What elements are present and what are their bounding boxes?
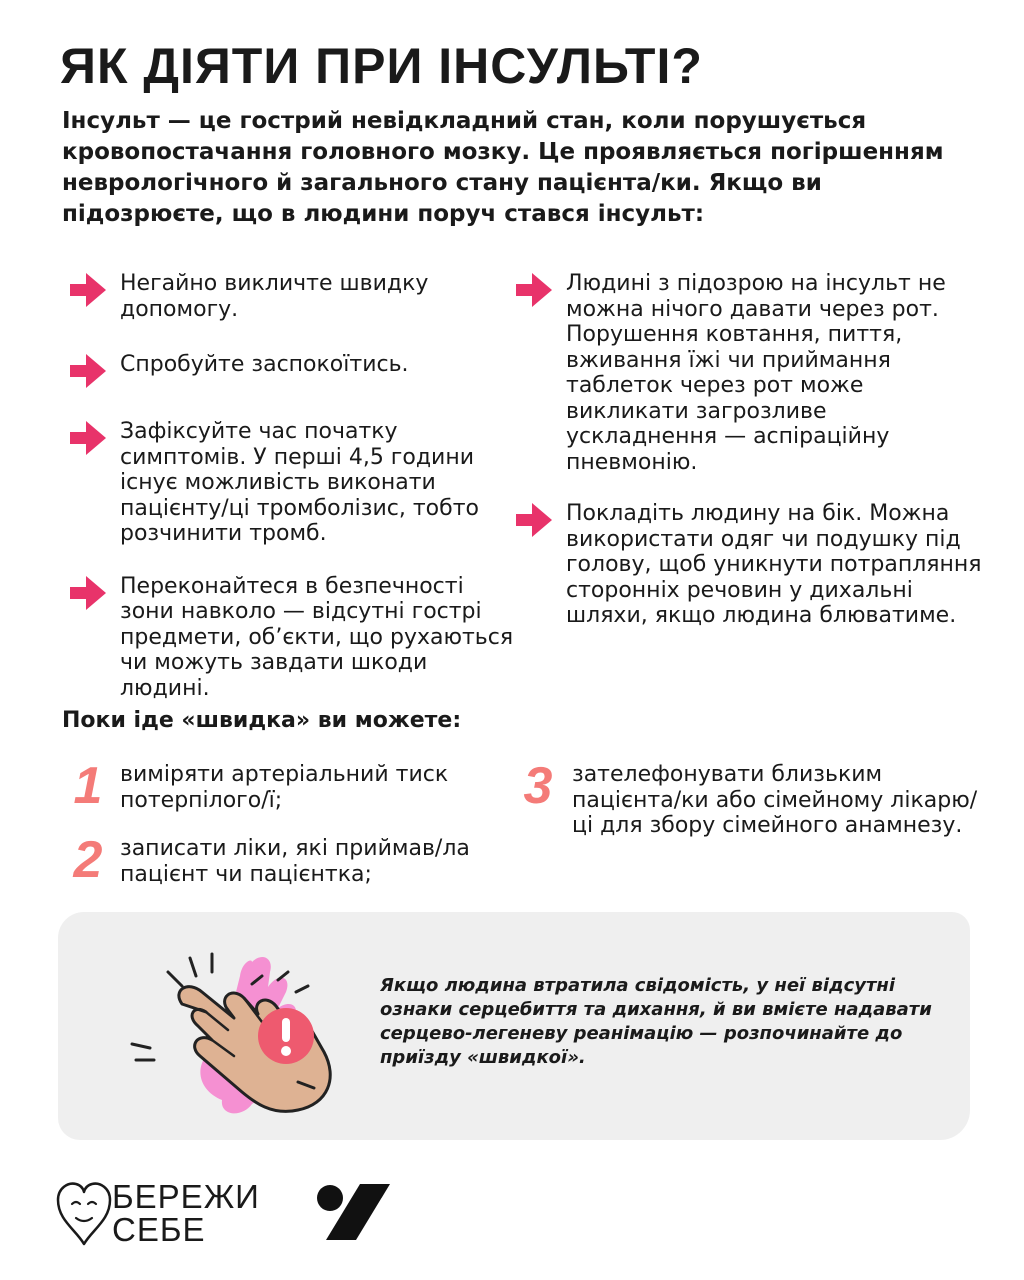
- steps-left-column: [68, 270, 518, 701]
- item-text: виміряти артеріальний тиск потерпілого/ї;: [120, 762, 449, 813]
- numbered-item: [62, 757, 502, 815]
- arrow-right-icon: [68, 573, 108, 613]
- arrow-right-icon: [514, 500, 554, 540]
- brand-name: [112, 1180, 260, 1246]
- arrow-right-icon: [514, 270, 554, 310]
- brand-line-2: СЕБЕ: [112, 1211, 206, 1248]
- hand-icon: [102, 932, 382, 1122]
- list-item: [514, 270, 984, 475]
- numbered-item: [512, 757, 982, 839]
- steps-right-column: [514, 270, 984, 629]
- numbered-item: [62, 831, 502, 889]
- alert-icon: [256, 1006, 316, 1066]
- intro-paragraph: Інсульт — це гострий невідкладний стан, коли порушується кровопостачання головного мозку. Це проявляється погіршенням неврологічного й загального стану пацієнта/ки. Якщо ви підозрюєте, що в людини поруч стався інсульт:: [62, 108, 944, 227]
- step-text: Людині з підозрою на інсульт не можна нічого давати через рот. Порушення ковтання, пиття, вживання їжі чи приймання таблеток через рот може викликати загрозливе ускладнення — аспіраційну пневмонію.: [566, 271, 946, 475]
- footer: [54, 1178, 414, 1248]
- arrow-right-icon: [68, 351, 108, 391]
- partner-logo-icon: [316, 1182, 392, 1240]
- item-number: 3: [523, 757, 553, 815]
- item-text: записати ліки, які приймав/ла пацієнт чи пацієнтка;: [120, 836, 470, 887]
- list-item: [68, 270, 518, 322]
- list-item: [68, 351, 518, 391]
- step-text: Негайно викличте швидку допомогу.: [120, 271, 429, 322]
- list-item: [514, 500, 984, 629]
- step-text: Переконайтеся в безпечності зони навколо — відсутні гострі предмети, об’єкти, що рухаються чи можуть завдати шкоди людині.: [120, 573, 514, 701]
- arrow-right-icon: [68, 270, 108, 310]
- list-item: [68, 418, 518, 547]
- while-waiting-heading: Поки іде «швидка» ви можете:: [62, 708, 462, 733]
- item-number: 2: [73, 831, 103, 889]
- step-text: Покладіть людину на бік. Можна використати одяг чи подушку під голову, щоб уникнути потрапляння сторонніх речовин у дихальні шляхи, якщо людина блюватиме.: [566, 501, 982, 628]
- brand-line-1: БЕРЕЖИ: [112, 1178, 260, 1215]
- item-text: зателефонувати близьким пацієнта/ки або сімейному лікарю/ці для збору сімейного анамнезу.: [572, 762, 978, 838]
- cpr-callout: [58, 912, 970, 1140]
- list-item: [68, 573, 518, 702]
- arrow-right-icon: [68, 418, 108, 458]
- step-text: Спробуйте заспокоїтись.: [120, 352, 409, 377]
- heart-face-logo-icon: [54, 1178, 114, 1248]
- page-title: ЯК ДІЯТИ ПРИ ІНСУЛЬТІ?: [60, 38, 703, 94]
- item-number: 1: [73, 757, 103, 815]
- cpr-callout-text: Якщо людина втратила свідомість, у неї відсутні ознаки серцебиття та дихання, й ви вмієте надавати серцево-легеневу реанімацію — розпочинайте до приїзду «швидкої».: [380, 975, 932, 1068]
- step-text: Зафіксуйте час початку симптомів. У перші 4,5 години існує можливість виконати пацієнту/ці тромболізис, тобто розчинити тромб.: [120, 419, 479, 546]
